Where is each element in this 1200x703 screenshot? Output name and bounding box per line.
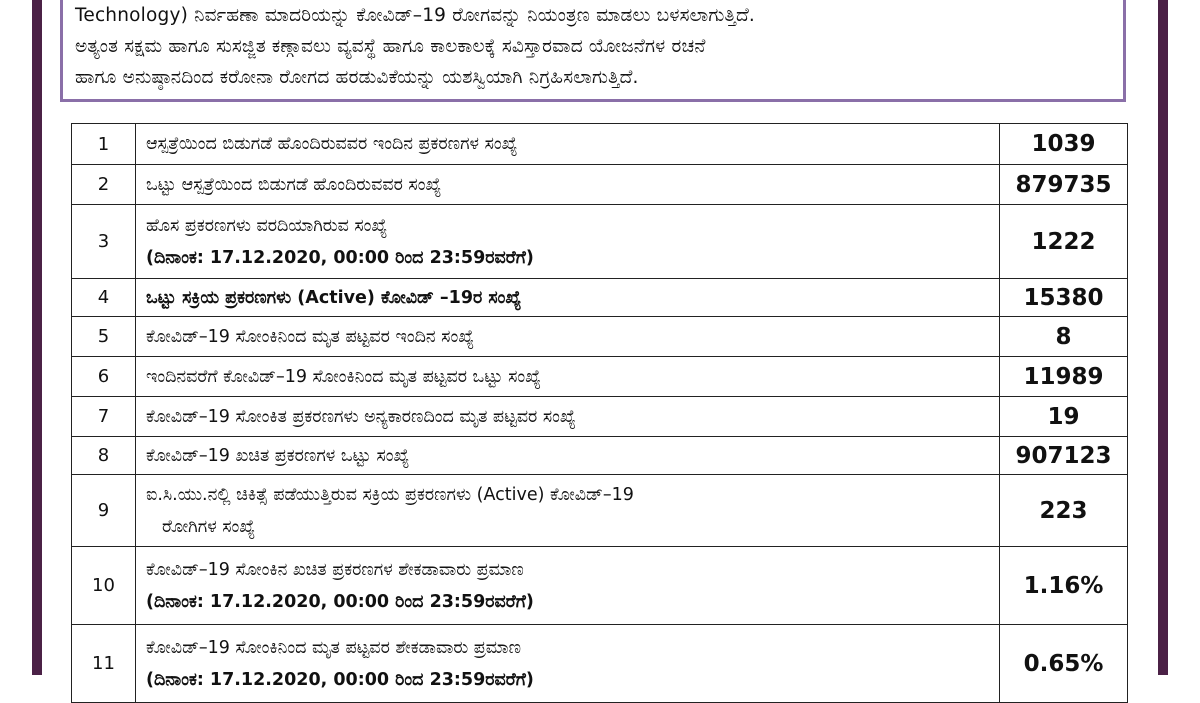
row-description-line: ಕೋವಿಡ್–19 ಖಚಿತ ಪ್ರಕರಣಗಳ ಒಟ್ಟು ಸಂಖ್ಯೆ [146, 445, 410, 466]
row-description-line: ಆಸ್ಪತ್ರೆಯಿಂದ ಬಿಡುಗಡೆ ಹೊಂದಿರುವವರ ಇಂದಿನ ಪ್ರಕರಣಗಳ ಸಂಖ್ಯೆ [146, 134, 518, 154]
row-value: 8 [1000, 317, 1128, 357]
table-row [72, 165, 1128, 205]
row-value: 11989 [1000, 357, 1128, 397]
table-row [72, 437, 1128, 475]
intro-line-1: Technology) ನಿರ್ವಹಣಾ ಮಾದರಿಯನ್ನು ಕೋವಿಡ್–19 ರೋಗವನ್ನು ನಿಯಂತ್ರಣ ಮಾಡಲು ಬಳಸಲಾಗುತ್ತಿದೆ. [75, 5, 755, 26]
row-number: 7 [72, 397, 136, 437]
row-value: 15380 [1000, 279, 1128, 317]
row-value: 1.16% [1000, 547, 1128, 625]
row-description [136, 279, 1000, 317]
intro-line-3: ಹಾಗೂ ಅನುಷ್ಠಾನದಿಂದ ಕರೋನಾ ರೋಗದ ಹರಡುವಿಕೆಯನ್ನು ಯಶಸ್ವಿಯಾಗಿ ನಿಗ್ರಹಿಸಲಾಗುತ್ತಿದೆ. [75, 67, 639, 88]
row-description [136, 475, 1000, 547]
row-number: 1 [72, 124, 136, 165]
row-value: 223 [1000, 475, 1128, 547]
row-number: 6 [72, 357, 136, 397]
table-row [72, 124, 1128, 165]
row-description-date-line: (ದಿನಾಂಕ: 17.12.2020, 00:00 ರಿಂದ 23:59ರವರೆಗೆ) [146, 669, 534, 690]
page-border-right [1158, 0, 1168, 675]
row-description-line: ಒಟ್ಟು ಆಸ್ಪತ್ರೆಯಿಂದ ಬಿಡುಗಡೆ ಹೊಂದಿರುವವರ ಸಂಖ್ಯೆ [146, 174, 442, 195]
table-row [72, 279, 1128, 317]
row-description-date-line: (ದಿನಾಂಕ: 17.12.2020, 00:00 ರಿಂದ 23:59ರವರೆಗೆ) [146, 247, 534, 268]
table-row [72, 317, 1128, 357]
covid-statistics-table [71, 123, 1128, 703]
table-row [72, 357, 1128, 397]
row-value: 907123 [1000, 437, 1128, 475]
row-description-line: ಇಂದಿನವರೆಗೆ ಕೋವಿಡ್–19 ಸೋಂಕಿನಿಂದ ಮೃತ ಪಟ್ಟವರ ಒಟ್ಟು ಸಂಖ್ಯೆ [146, 366, 542, 387]
intro-paragraph-box [60, 0, 1126, 102]
row-description-line: ಐ.ಸಿ.ಯು.ನಲ್ಲಿ ಚಿಕಿತ್ಸೆ ಪಡೆಯುತ್ತಿರುವ ಸಕ್ರಿಯ ಪ್ರಕರಣಗಳು (Active) ಕೋವಿಡ್–19 [146, 484, 634, 505]
row-number: 9 [72, 475, 136, 547]
row-description-line: ಕೋವಿಡ್–19 ಸೋಂಕಿನಿಂದ ಮೃತ ಪಟ್ಟವರ ಶೇಕಡಾವಾರು ಪ್ರಮಾಣ [146, 637, 521, 658]
intro-line-2: ಅತ್ಯಂತ ಸಕ್ಷಮ ಹಾಗೂ ಸುಸಜ್ಜಿತ ಕಣ್ಗಾವಲು ವ್ಯವಸ್ಥೆ ಹಾಗೂ ಕಾಲಕಾಲಕ್ಕೆ ಸವಿಸ್ತಾರವಾದ ಯೋಜನೆಗಳ ರಚನೆ [75, 36, 706, 57]
row-number: 8 [72, 437, 136, 475]
row-number: 11 [72, 625, 136, 703]
row-description-line: ಕೋವಿಡ್–19 ಸೋಂಕಿನ ಖಚಿತ ಪ್ರಕರಣಗಳ ಶೇಕಡಾವಾರು ಪ್ರಮಾಣ [146, 559, 524, 580]
page-border-left [32, 0, 42, 675]
table-row [72, 397, 1128, 437]
table-row [72, 547, 1128, 625]
table-row [72, 205, 1128, 279]
row-number: 4 [72, 279, 136, 317]
table-row [72, 625, 1128, 703]
row-value: 19 [1000, 397, 1128, 437]
row-value: 1039 [1000, 124, 1128, 165]
row-number: 2 [72, 165, 136, 205]
table-row [72, 475, 1128, 547]
row-value: 879735 [1000, 165, 1128, 205]
row-value: 1222 [1000, 205, 1128, 279]
row-number: 3 [72, 205, 136, 279]
row-description-line: ಕೋವಿಡ್–19 ಸೋಂಕಿನಿಂದ ಮೃತ ಪಟ್ಟವರ ಇಂದಿನ ಸಂಖ್ಯೆ [146, 326, 475, 347]
row-description-line: ಒಟ್ಟು ಸಕ್ರಿಯ ಪ್ರಕರಣಗಳು (Active) ಕೋವಿಡ್ –19ರ ಸಂಖ್ಯೆ [146, 287, 522, 308]
row-description-date-line: (ದಿನಾಂಕ: 17.12.2020, 00:00 ರಿಂದ 23:59ರವರೆಗೆ) [146, 591, 534, 612]
row-number: 5 [72, 317, 136, 357]
row-number: 10 [72, 547, 136, 625]
row-description [136, 437, 1000, 475]
row-description [136, 625, 1000, 703]
row-description [136, 124, 1000, 165]
row-description-line: ಕೋವಿಡ್–19 ಸೋಂಕಿತ ಪ್ರಕರಣಗಳು ಅನ್ಯಕಾರಣದಿಂದ ಮೃತ ಪಟ್ಟವರ ಸಂಖ್ಯೆ [146, 406, 576, 427]
row-description [136, 547, 1000, 625]
row-description-line: ಹೊಸ ಪ್ರಕರಣಗಳು ವರದಿಯಾಗಿರುವ ಸಂಖ್ಯೆ [146, 215, 388, 236]
row-description [136, 357, 1000, 397]
row-description [136, 317, 1000, 357]
row-value: 0.65% [1000, 625, 1128, 703]
row-description [136, 165, 1000, 205]
row-description [136, 397, 1000, 437]
row-description [136, 205, 1000, 279]
row-description-line-2: ರೋಗಿಗಳ ಸಂಖ್ಯೆ [162, 516, 256, 537]
